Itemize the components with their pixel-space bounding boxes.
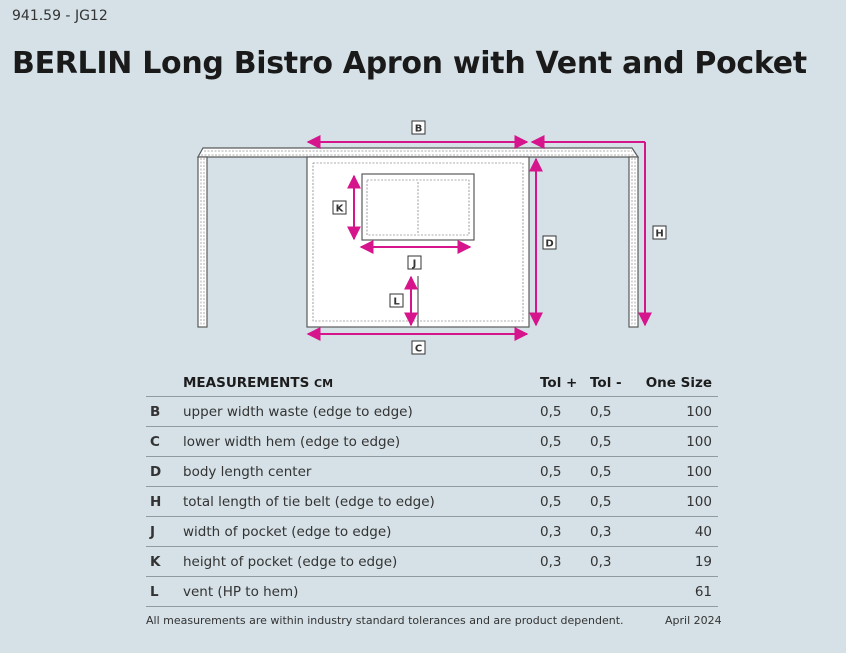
row-key: C — [146, 427, 183, 457]
row-key: L — [146, 577, 183, 607]
row-tol-minus: 0,5 — [590, 487, 640, 517]
table-row — [146, 427, 718, 457]
page-title: BERLIN Long Bistro Apron with Vent and Pocket — [12, 46, 807, 81]
label-k: K — [335, 203, 344, 215]
measurements-table — [146, 370, 718, 607]
row-key: J — [146, 517, 183, 547]
row-desc: width of pocket (edge to edge) — [183, 517, 540, 547]
header-key — [146, 370, 183, 397]
row-value: 40 — [640, 517, 718, 547]
table-row — [146, 487, 718, 517]
tie-belt — [198, 148, 638, 157]
table-row — [146, 577, 718, 607]
row-tol-minus: 0,3 — [590, 547, 640, 577]
row-key: H — [146, 487, 183, 517]
row-tol-minus — [590, 577, 640, 607]
row-tol-plus: 0,5 — [540, 487, 590, 517]
row-key: D — [146, 457, 183, 487]
table-row — [146, 517, 718, 547]
table-header-row — [146, 370, 718, 397]
row-desc: height of pocket (edge to edge) — [183, 547, 540, 577]
row-tol-minus: 0,3 — [590, 517, 640, 547]
row-value: 100 — [640, 427, 718, 457]
row-tol-plus: 0,5 — [540, 397, 590, 427]
table-row — [146, 397, 718, 427]
right-strap — [629, 157, 638, 327]
row-desc: upper width waste (edge to edge) — [183, 397, 540, 427]
row-tol-plus: 0,5 — [540, 457, 590, 487]
header-tol-minus: Tol - — [590, 375, 622, 391]
table-row — [146, 547, 718, 577]
row-tol-minus: 0,5 — [590, 457, 640, 487]
row-tol-minus: 0,5 — [590, 427, 640, 457]
header-measurements: MEASUREMENTS CM — [183, 375, 334, 391]
table-row — [146, 457, 718, 487]
row-tol-plus: 0,5 — [540, 427, 590, 457]
header-one-size: One Size — [645, 375, 712, 391]
label-l: L — [393, 296, 400, 308]
row-tol-plus: 0,3 — [540, 517, 590, 547]
footer-note: All measurements are within industry standard tolerances and are product dependent. — [146, 614, 624, 627]
row-tol-minus: 0,5 — [590, 397, 640, 427]
label-d: D — [545, 238, 554, 250]
row-value: 19 — [640, 547, 718, 577]
label-c: C — [414, 343, 423, 355]
row-value: 100 — [640, 457, 718, 487]
row-tol-plus: 0,3 — [540, 547, 590, 577]
row-value: 61 — [640, 577, 718, 607]
row-value: 100 — [640, 487, 718, 517]
left-strap — [198, 157, 207, 327]
row-desc: body length center — [183, 457, 540, 487]
header-tol-plus: Tol + — [540, 375, 578, 391]
row-desc: vent (HP to hem) — [183, 577, 540, 607]
row-key: B — [146, 397, 183, 427]
row-key: K — [146, 547, 183, 577]
row-desc: lower width hem (edge to edge) — [183, 427, 540, 457]
product-code: 941.59 - JG12 — [12, 8, 108, 24]
row-value: 100 — [640, 397, 718, 427]
row-tol-plus — [540, 577, 590, 607]
row-desc: total length of tie belt (edge to edge) — [183, 487, 540, 517]
label-b: B — [414, 123, 423, 135]
footer-date: April 2024 — [665, 614, 722, 627]
label-j: J — [412, 258, 417, 270]
label-h: H — [655, 228, 664, 240]
